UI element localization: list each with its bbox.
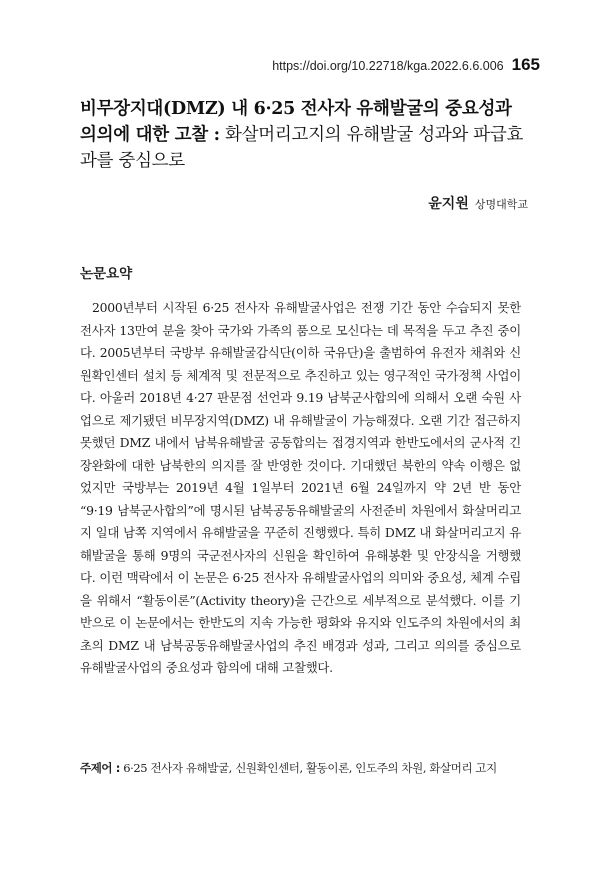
page-header bbox=[272, 55, 540, 75]
abstract-heading: 논문요약 bbox=[80, 266, 133, 282]
keywords-line bbox=[80, 760, 540, 776]
author-block bbox=[428, 193, 528, 213]
doi-link[interactable]: https://doi.org/10.22718/kga.2022.6.6.006 bbox=[272, 59, 504, 73]
keywords-label: 주제어 : bbox=[80, 761, 120, 775]
author-affiliation: 상명대학교 bbox=[474, 198, 528, 211]
paper-title bbox=[80, 96, 530, 174]
title-subtitle: 화살머리고지의 유해발굴 성과와 파급효과를 중심으로 bbox=[80, 125, 524, 171]
page-number: 165 bbox=[511, 55, 540, 74]
keywords-items: 6·25 전사자 유해발굴, 신원확인센터, 활동이론, 인도주의 차원, 화살머리 고지 bbox=[123, 761, 497, 775]
abstract-paragraph: 2000년부터 시작된 6·25 전사자 유해발굴사업은 전쟁 기간 동안 수습되지 못한 전사자 13만여 분을 찾아 국가와 가족의 품으로 모신다는 데 목적을 두고 추진 중이다. 2005년부터 국방부 유해발굴감식단(이하 국유단)을 출범하여 유전자 채취와 신원확인센터 설치 등 체계적 및 전문적으로 추진하고 있는 영구적인 국가정책 사업이다. 아울러 2018년 4·27 판문점 선언과 9.19 남북군사합의에 의해서 오랜 숙원 사업으로 제기됐던 비무장지역(DMZ) 내 유해발굴이 가능해졌다. 오랜 기간 접근하지 못했던 DMZ 내에서 남북유해발굴 공동합의는 접경지역과 한반도에서의 군사적 긴장완화에 대한 남북한의 의지를 잘 반영한 것이다. 기대했던 북한의 약속 이행은 없었지만 국방부는 2019년 4월 1일부터 2021년 6월 24일까지 약 2년 반 동안 “9·19 남북군사합의”에 명시된 남북공동유해발굴의 사전준비 차원에서 화살머리고지 일대 남쪽 지역에서 유해발굴을 꾸준히 진행했다. 특히 DMZ 내 화살머리고지 유해발굴을 통해 9명의 국군전사자의 신원을 확인하여 유해봉환 및 안장식을 거행했다. 이런 맥락에서 이 논문은 6·25 전사자 유해발굴사업의 의미와 중요성, 체계 수립을 위해서 “활동이론”(Activity theory)을 근간으로 세부적으로 분석했다. 이를 기반으로 이 논문에서는 한반도의 지속 가능한 평화와 유지와 인도주의 차원에서의 최초의 DMZ 내 남북공동유해발굴사업의 추진 배경과 성과, 그리고 의의를 중심으로 유해발굴사업의 중요성과 함의에 대해 고찰했다. bbox=[80, 300, 521, 675]
title-main: 비무장지대(DMZ) 내 6·25 전사자 유해발굴의 중요성과 의의에 대한 고찰 : bbox=[80, 99, 512, 145]
author-name: 윤지원 bbox=[428, 196, 469, 212]
abstract-body bbox=[80, 297, 521, 680]
